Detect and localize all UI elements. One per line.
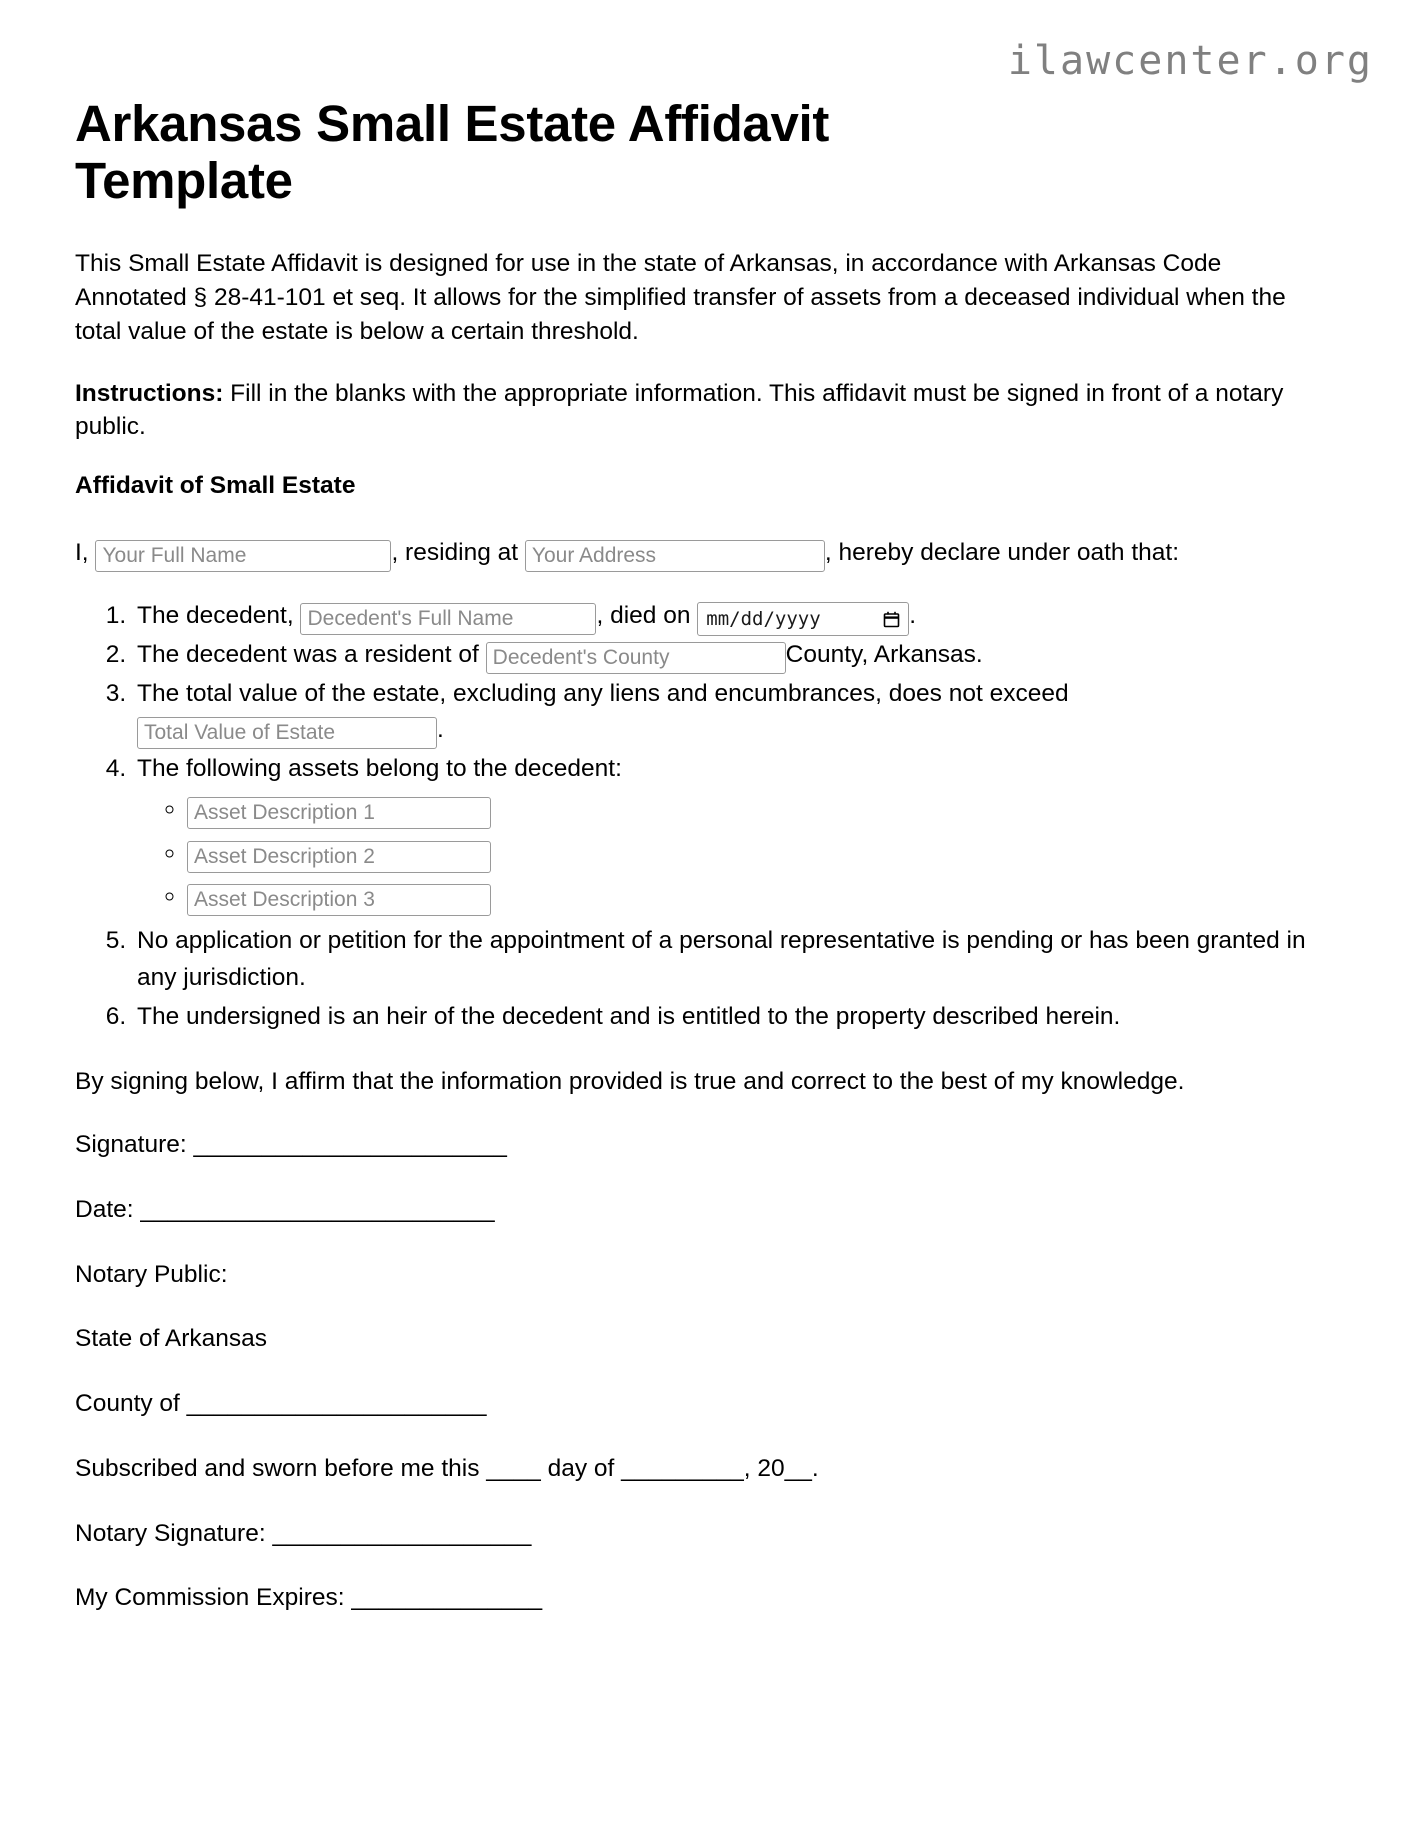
full-name-input[interactable] bbox=[95, 540, 391, 572]
calendar-icon[interactable] bbox=[883, 611, 900, 628]
declaration-statement bbox=[75, 534, 1320, 572]
list-item bbox=[187, 879, 1320, 916]
item3-prefix: The total value of the estate, excluding any liens and encumbrances, does not exceed bbox=[137, 679, 1069, 707]
item2-prefix: The decedent was a resident of bbox=[137, 640, 479, 668]
notary-public-label: Notary Public: bbox=[75, 1260, 228, 1288]
asset-description-2-input[interactable] bbox=[187, 841, 491, 873]
section-heading: Affidavit of Small Estate bbox=[75, 472, 356, 500]
site-watermark: ilawcenter.org bbox=[1007, 38, 1373, 84]
list-item-heir-entitlement: 6. The undersigned is an heir of the decedent and is entitled to the property described herein. bbox=[133, 999, 1320, 1036]
asset-description-3-input[interactable] bbox=[187, 884, 491, 916]
declaration-mid: , residing at bbox=[391, 539, 519, 567]
declaration-lead: I, bbox=[75, 539, 89, 567]
affirmation-paragraph: By signing below, I affirm that the information provided is true and correct to the best of my knowledge. bbox=[75, 1068, 1185, 1096]
list-item-assets bbox=[133, 751, 1320, 916]
date-line: Date: __________________________ bbox=[75, 1195, 495, 1223]
instructions-label: Instructions: bbox=[75, 379, 224, 407]
list-item-residency bbox=[133, 637, 1320, 674]
item1-prefix: The decedent, bbox=[137, 602, 294, 630]
signature-line: Signature: _______________________ bbox=[75, 1131, 507, 1159]
list-item-decedent-death bbox=[133, 598, 1320, 635]
address-input[interactable] bbox=[525, 540, 825, 572]
declaration-tail: , hereby declare under oath that: bbox=[824, 539, 1180, 567]
item4-prefix: The following assets belong to the decedent: bbox=[137, 755, 622, 783]
total-value-input[interactable] bbox=[137, 717, 437, 749]
date-of-death-input[interactable] bbox=[697, 602, 909, 636]
asset-description-1-input[interactable] bbox=[187, 797, 491, 829]
list-item bbox=[187, 836, 1320, 873]
list-item-estate-value bbox=[133, 676, 1320, 750]
asset-description-list bbox=[137, 792, 1320, 916]
affidavit-items-list bbox=[75, 598, 1320, 1035]
state-line: State of Arkansas bbox=[75, 1325, 268, 1353]
decedent-name-input[interactable] bbox=[300, 603, 596, 635]
page-title: Arkansas Small Estate Affidavit Template bbox=[75, 95, 830, 210]
county-line: County of ______________________ bbox=[75, 1390, 487, 1418]
list-item-no-pending-application: 5. No application or petition for the appointment of a personal representative is pending or has been granted in any jurisdiction. bbox=[133, 923, 1320, 997]
instructions-paragraph bbox=[75, 377, 1320, 445]
item1-mid: , died on bbox=[596, 602, 691, 630]
commission-expires-line: My Commission Expires: ______________ bbox=[75, 1584, 543, 1612]
intro-paragraph: This Small Estate Affidavit is designed for use in the state of Arkansas, in accordance with Arkansas Code Annotated § 28-41-101 et seq. It allows for the simplified transfer of assets from a deceased individual when the total value of the estate is below a certain threshold. bbox=[75, 250, 1286, 345]
item3-suffix: . bbox=[437, 716, 444, 744]
list-item bbox=[187, 792, 1320, 829]
instructions-text: Fill in the blanks with the appropriate information. This affidavit must be signed in front of a notary public. bbox=[75, 379, 1284, 441]
county-input[interactable] bbox=[486, 642, 786, 674]
item2-suffix: County, Arkansas. bbox=[785, 640, 983, 668]
date-placeholder-text: mm/dd/yyyy bbox=[706, 608, 821, 631]
document-content bbox=[75, 95, 1320, 1645]
sworn-statement-line: Subscribed and sworn before me this ____ day of _________, 20__. bbox=[75, 1454, 819, 1482]
notary-signature-line: Notary Signature: ___________________ bbox=[75, 1519, 532, 1547]
item1-suffix: . bbox=[909, 602, 917, 630]
